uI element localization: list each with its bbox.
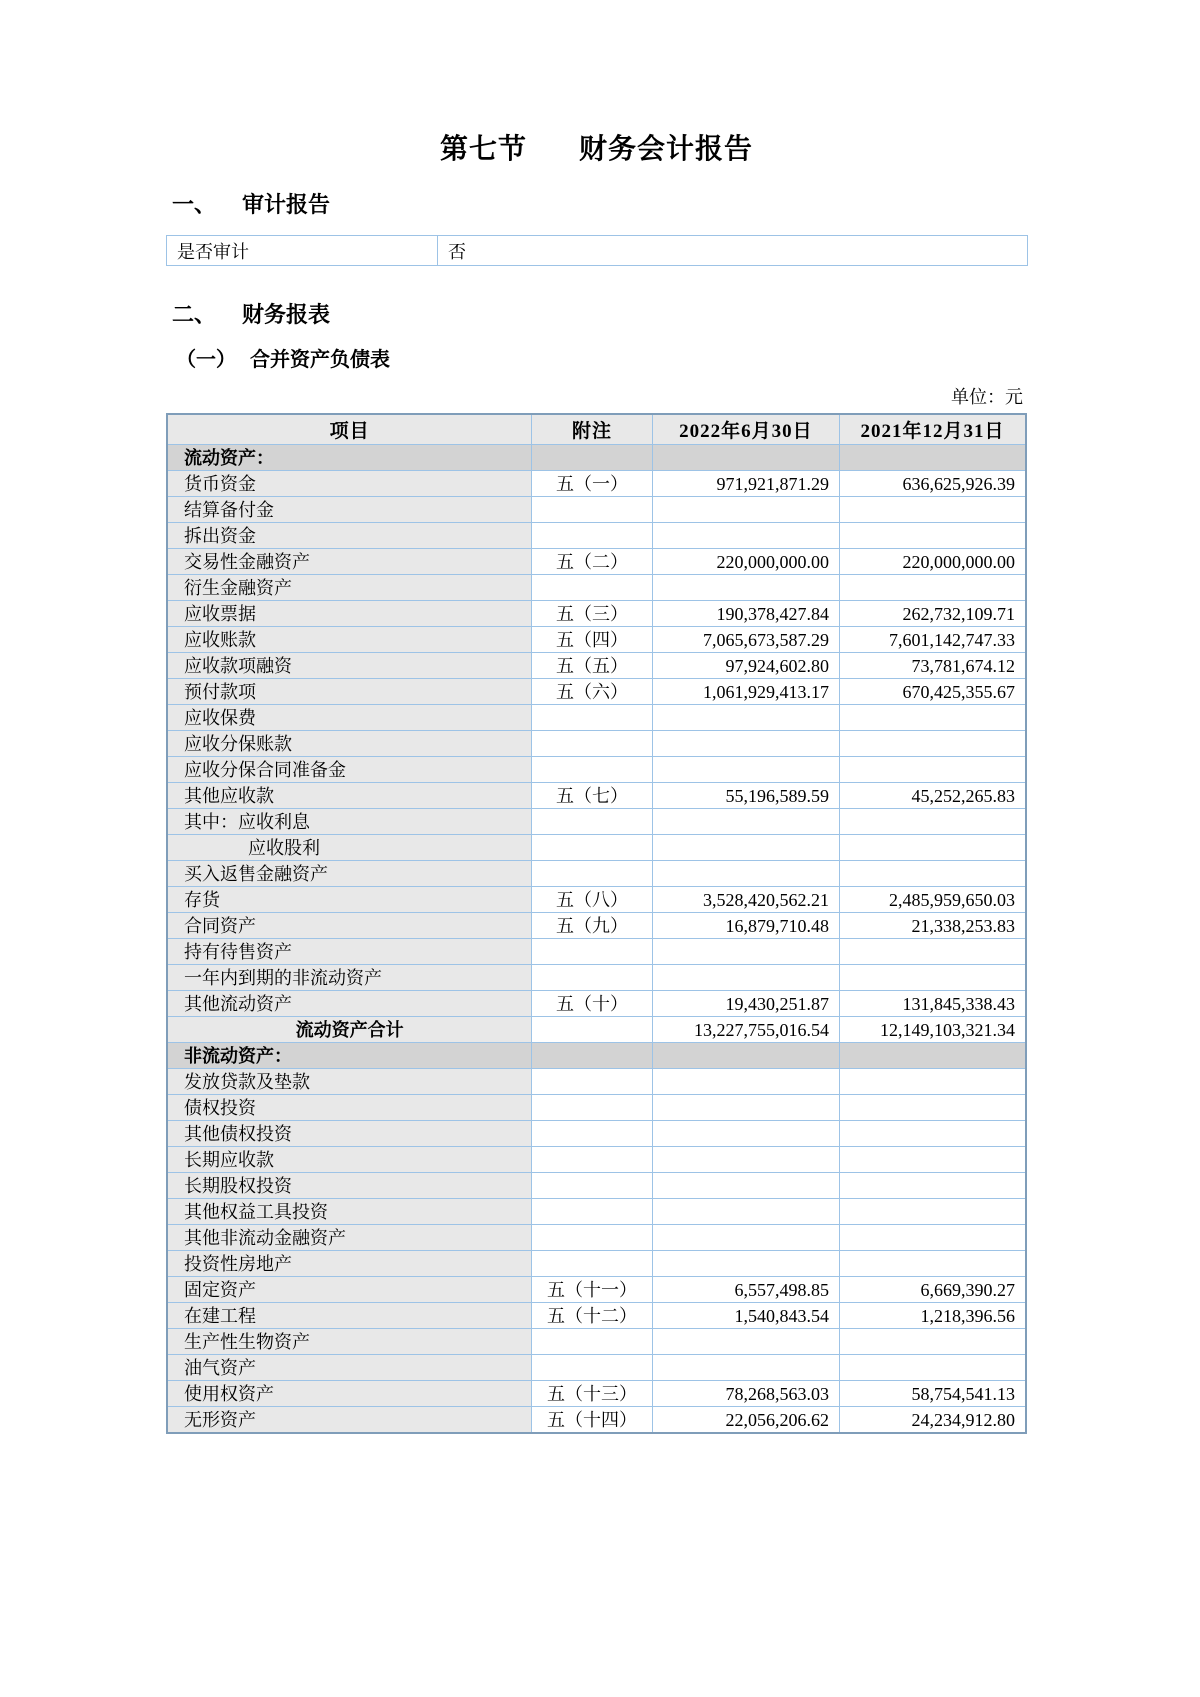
row-value-2022	[652, 497, 839, 523]
row-label: 长期应收款	[167, 1147, 532, 1173]
row-value-2021: 131,845,338.43	[840, 991, 1026, 1017]
table-row	[167, 991, 1026, 1017]
balance-sheet-subheading-title: 合并资产负债表	[250, 347, 390, 371]
row-value-2021: 6,669,390.27	[840, 1277, 1026, 1303]
row-note	[532, 575, 652, 601]
row-value-2021: 2,485,959,650.03	[840, 887, 1026, 913]
row-value-2022	[652, 1329, 839, 1355]
row-value-2021: 58,754,541.13	[840, 1381, 1026, 1407]
table-row	[167, 1043, 1026, 1069]
balance-sheet-subheading	[176, 346, 1027, 372]
row-note	[532, 731, 652, 757]
row-value-2021	[840, 523, 1026, 549]
table-row	[167, 1095, 1026, 1121]
table-row	[167, 471, 1026, 497]
table-row	[167, 835, 1026, 861]
table-row	[167, 497, 1026, 523]
balance-sheet-body	[167, 445, 1026, 1434]
row-value-2021	[840, 705, 1026, 731]
row-note	[532, 1043, 652, 1069]
row-value-2022	[652, 1069, 839, 1095]
row-label: 非流动资产：	[167, 1043, 532, 1069]
row-note	[532, 497, 652, 523]
row-note	[532, 1069, 652, 1095]
row-label: 债权投资	[167, 1095, 532, 1121]
row-label: 其他债权投资	[167, 1121, 532, 1147]
row-label: 在建工程	[167, 1303, 532, 1329]
row-note	[532, 835, 652, 861]
row-value-2022: 78,268,563.03	[652, 1381, 839, 1407]
row-label: 投资性房地产	[167, 1251, 532, 1277]
row-value-2021	[840, 1251, 1026, 1277]
row-value-2022: 16,879,710.48	[652, 913, 839, 939]
page-content	[166, 0, 1027, 1434]
table-row	[167, 627, 1026, 653]
row-value-2022: 971,921,871.29	[652, 471, 839, 497]
row-label: 应收股利	[167, 835, 532, 861]
row-note	[532, 1121, 652, 1147]
row-label: 其他非流动金融资产	[167, 1225, 532, 1251]
row-value-2021	[840, 1043, 1026, 1069]
table-row	[167, 575, 1026, 601]
row-label: 长期股权投资	[167, 1173, 532, 1199]
table-row	[167, 731, 1026, 757]
table-row	[167, 523, 1026, 549]
row-label: 发放贷款及垫款	[167, 1069, 532, 1095]
table-row	[167, 861, 1026, 887]
row-value-2021: 262,732,109.71	[840, 601, 1026, 627]
balance-sheet-subheading-number: （一）	[176, 347, 236, 371]
row-note	[532, 1199, 652, 1225]
audit-table-row	[167, 236, 1028, 266]
row-label: 流动资产：	[167, 445, 532, 471]
row-value-2021	[840, 1225, 1026, 1251]
row-value-2021	[840, 497, 1026, 523]
table-row	[167, 1121, 1026, 1147]
row-label: 拆出资金	[167, 523, 532, 549]
row-label: 一年内到期的非流动资产	[167, 965, 532, 991]
row-value-2021	[840, 1095, 1026, 1121]
table-row	[167, 1147, 1026, 1173]
row-value-2021	[840, 445, 1026, 471]
row-value-2021	[840, 861, 1026, 887]
row-value-2021: 12,149,103,321.34	[840, 1017, 1026, 1043]
row-value-2021	[840, 1199, 1026, 1225]
row-note: 五（十三）	[532, 1381, 652, 1407]
row-value-2021: 21,338,253.83	[840, 913, 1026, 939]
row-label: 应收账款	[167, 627, 532, 653]
row-note	[532, 445, 652, 471]
row-label: 应收票据	[167, 601, 532, 627]
row-value-2022: 1,540,843.54	[652, 1303, 839, 1329]
row-label: 其他流动资产	[167, 991, 532, 1017]
row-value-2021	[840, 1121, 1026, 1147]
table-row	[167, 679, 1026, 705]
row-value-2022	[652, 731, 839, 757]
audit-section-title: 审计报告	[242, 193, 331, 218]
table-row	[167, 1355, 1026, 1381]
row-value-2021	[840, 757, 1026, 783]
row-note: 五（十）	[532, 991, 652, 1017]
table-row	[167, 783, 1026, 809]
row-note	[532, 1225, 652, 1251]
row-note	[532, 809, 652, 835]
row-note	[532, 861, 652, 887]
row-note	[532, 1173, 652, 1199]
row-value-2021: 7,601,142,747.33	[840, 627, 1026, 653]
table-row	[167, 705, 1026, 731]
row-value-2022: 55,196,589.59	[652, 783, 839, 809]
row-value-2022	[652, 1225, 839, 1251]
table-row	[167, 1017, 1026, 1043]
row-note	[532, 1251, 652, 1277]
row-note	[532, 523, 652, 549]
row-value-2022	[652, 757, 839, 783]
table-row	[167, 1199, 1026, 1225]
row-note: 五（三）	[532, 601, 652, 627]
row-value-2022	[652, 1199, 839, 1225]
page-title-section-no: 第七节	[439, 132, 527, 165]
row-value-2022: 97,924,602.80	[652, 653, 839, 679]
row-label: 其中：应收利息	[167, 809, 532, 835]
row-value-2022	[652, 575, 839, 601]
table-row	[167, 913, 1026, 939]
row-note	[532, 1329, 652, 1355]
row-value-2022: 3,528,420,562.21	[652, 887, 839, 913]
row-value-2022: 7,065,673,587.29	[652, 627, 839, 653]
row-value-2022	[652, 835, 839, 861]
balance-sheet-header	[167, 414, 1026, 445]
row-value-2022	[652, 1147, 839, 1173]
row-value-2021	[840, 1355, 1026, 1381]
row-label: 应收保费	[167, 705, 532, 731]
row-value-2022	[652, 523, 839, 549]
row-note: 五（七）	[532, 783, 652, 809]
table-row	[167, 1277, 1026, 1303]
row-value-2022: 22,056,206.62	[652, 1407, 839, 1434]
row-value-2022	[652, 445, 839, 471]
row-value-2021: 73,781,674.12	[840, 653, 1026, 679]
row-value-2022	[652, 1043, 839, 1069]
audit-question-cell: 是否审计	[167, 236, 438, 266]
unit-note: 单位：元	[951, 387, 1023, 407]
audit-section-number: 一、	[172, 193, 217, 218]
header-row	[167, 414, 1026, 445]
audit-section-heading	[172, 192, 1027, 220]
row-note: 五（十一）	[532, 1277, 652, 1303]
table-row	[167, 757, 1026, 783]
row-value-2022	[652, 1173, 839, 1199]
row-value-2021	[840, 1147, 1026, 1173]
audit-table	[166, 235, 1028, 266]
table-row	[167, 445, 1026, 471]
row-value-2021	[840, 939, 1026, 965]
row-value-2022: 13,227,755,016.54	[652, 1017, 839, 1043]
table-row	[167, 549, 1026, 575]
table-row	[167, 1329, 1026, 1355]
row-label: 预付款项	[167, 679, 532, 705]
balance-sheet-table	[166, 413, 1027, 1434]
row-value-2022: 6,557,498.85	[652, 1277, 839, 1303]
statements-section-number: 二、	[172, 303, 217, 328]
row-value-2022: 220,000,000.00	[652, 549, 839, 575]
audit-answer-cell: 否	[438, 236, 1028, 266]
row-note	[532, 705, 652, 731]
statements-section-heading	[172, 302, 1027, 330]
row-value-2022	[652, 1095, 839, 1121]
row-value-2022	[652, 965, 839, 991]
page-title	[166, 132, 1027, 166]
row-note: 五（一）	[532, 471, 652, 497]
row-label: 存货	[167, 887, 532, 913]
row-value-2021	[840, 1173, 1026, 1199]
row-label: 固定资产	[167, 1277, 532, 1303]
row-note: 五（六）	[532, 679, 652, 705]
row-value-2021	[840, 965, 1026, 991]
row-label: 交易性金融资产	[167, 549, 532, 575]
row-note: 五（十四）	[532, 1407, 652, 1434]
row-value-2021: 670,425,355.67	[840, 679, 1026, 705]
page-title-text: 财务会计报告	[579, 132, 754, 165]
table-row	[167, 1069, 1026, 1095]
row-value-2021: 24,234,912.80	[840, 1407, 1026, 1434]
column-header-item: 项目	[167, 414, 532, 445]
table-row	[167, 1225, 1026, 1251]
row-note: 五（五）	[532, 653, 652, 679]
row-label: 应收分保账款	[167, 731, 532, 757]
row-label: 生产性生物资产	[167, 1329, 532, 1355]
row-value-2022: 19,430,251.87	[652, 991, 839, 1017]
row-note: 五（十二）	[532, 1303, 652, 1329]
row-note	[532, 1355, 652, 1381]
row-value-2022: 1,061,929,413.17	[652, 679, 839, 705]
row-label: 应收款项融资	[167, 653, 532, 679]
table-row	[167, 809, 1026, 835]
row-label: 其他权益工具投资	[167, 1199, 532, 1225]
statements-section-title: 财务报表	[242, 303, 331, 328]
table-row	[167, 939, 1026, 965]
table-row	[167, 653, 1026, 679]
row-value-2021	[840, 809, 1026, 835]
row-note	[532, 965, 652, 991]
table-row	[167, 1251, 1026, 1277]
row-label: 货币资金	[167, 471, 532, 497]
table-row	[167, 1303, 1026, 1329]
row-value-2021	[840, 1329, 1026, 1355]
row-value-2021	[840, 1069, 1026, 1095]
row-value-2021: 636,625,926.39	[840, 471, 1026, 497]
row-label: 买入返售金融资产	[167, 861, 532, 887]
row-label: 衍生金融资产	[167, 575, 532, 601]
table-row	[167, 601, 1026, 627]
row-value-2022: 190,378,427.84	[652, 601, 839, 627]
row-label: 结算备付金	[167, 497, 532, 523]
row-value-2021: 1,218,396.56	[840, 1303, 1026, 1329]
table-row	[167, 965, 1026, 991]
row-note	[532, 939, 652, 965]
column-header-note: 附注	[532, 414, 652, 445]
row-note: 五（二）	[532, 549, 652, 575]
row-note	[532, 757, 652, 783]
row-value-2021	[840, 731, 1026, 757]
row-note: 五（八）	[532, 887, 652, 913]
row-label: 无形资产	[167, 1407, 532, 1434]
row-value-2022	[652, 809, 839, 835]
row-note: 五（四）	[532, 627, 652, 653]
row-note	[532, 1017, 652, 1043]
row-value-2021	[840, 575, 1026, 601]
row-value-2022	[652, 1355, 839, 1381]
table-row	[167, 1407, 1026, 1434]
row-value-2022	[652, 861, 839, 887]
table-row	[167, 1381, 1026, 1407]
table-row	[167, 1173, 1026, 1199]
row-note	[532, 1095, 652, 1121]
row-label: 持有待售资产	[167, 939, 532, 965]
row-value-2022	[652, 939, 839, 965]
row-value-2021	[840, 835, 1026, 861]
row-label: 合同资产	[167, 913, 532, 939]
row-label: 其他应收款	[167, 783, 532, 809]
table-row	[167, 887, 1026, 913]
column-header-2022: 2022年6月30日	[652, 414, 839, 445]
row-value-2022	[652, 705, 839, 731]
row-note	[532, 1147, 652, 1173]
row-label: 流动资产合计	[167, 1017, 532, 1043]
row-value-2022	[652, 1121, 839, 1147]
row-value-2021: 45,252,265.83	[840, 783, 1026, 809]
row-label: 应收分保合同准备金	[167, 757, 532, 783]
row-label: 油气资产	[167, 1355, 532, 1381]
row-note: 五（九）	[532, 913, 652, 939]
column-header-2021: 2021年12月31日	[840, 414, 1026, 445]
row-label: 使用权资产	[167, 1381, 532, 1407]
row-value-2021: 220,000,000.00	[840, 549, 1026, 575]
row-value-2022	[652, 1251, 839, 1277]
